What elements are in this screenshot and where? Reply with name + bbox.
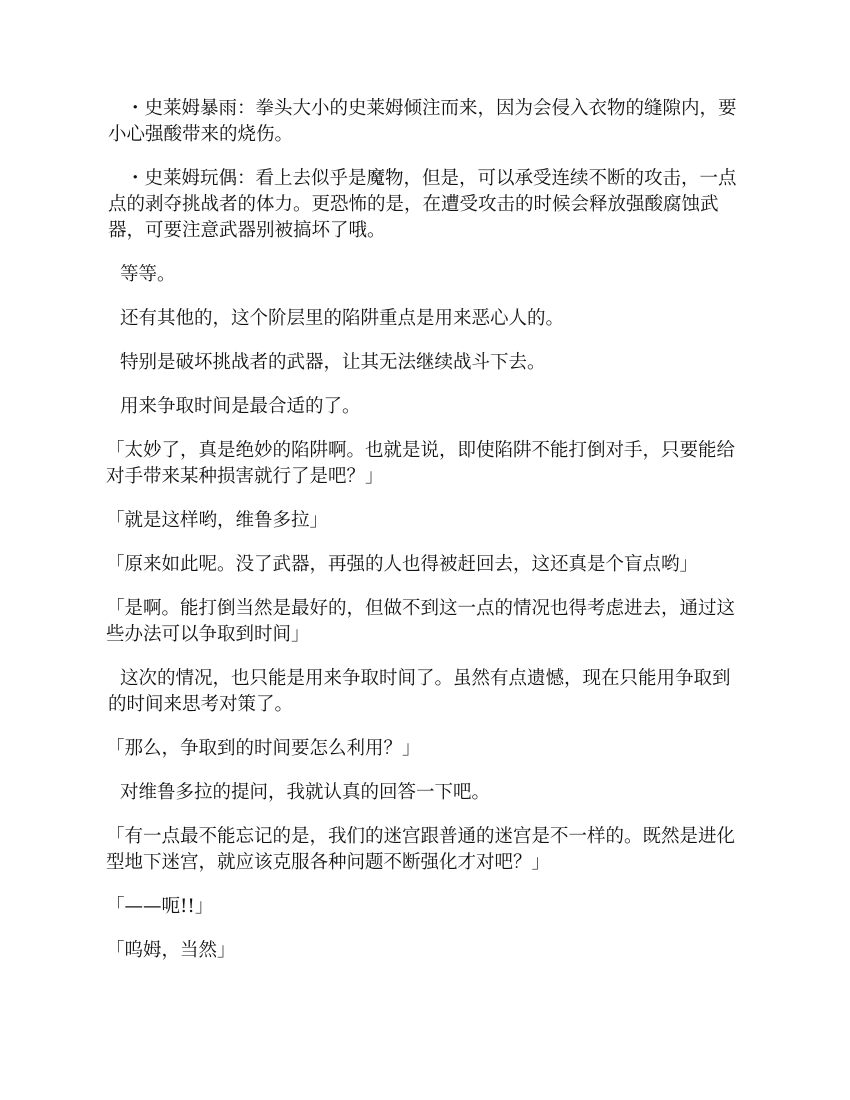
narration-paragraph: 对维鲁多拉的提问，我就认真的回答一下吧。 bbox=[120, 782, 491, 803]
dialogue-line: 「那么，争取到的时间要怎么利用？」 bbox=[106, 738, 421, 759]
dialogue-line: 「——呃!!」 bbox=[106, 896, 214, 917]
bullet-slime-rain: ・史莱姆暴雨：拳头大小的史莱姆倾注而来，因为会侵入衣物的缝隙内，要小心强酸带来的烧伤。 bbox=[108, 98, 737, 145]
dialogue-line: 「呜姆，当然」 bbox=[106, 940, 236, 961]
narration-paragraph: 用来争取时间是最合适的了。 bbox=[120, 396, 361, 417]
dialogue-line: 「原来如此呢。没了武器，再强的人也得被赶回去，这还真是个盲点哟」 bbox=[106, 554, 699, 575]
dialogue-line: 「就是这样哟，维鲁多拉」 bbox=[106, 510, 329, 531]
narration-paragraph: 特别是破坏挑战者的武器，让其无法继续战斗下去。 bbox=[120, 352, 546, 373]
narration-paragraph: 还有其他的，这个阶层里的陷阱重点是用来恶心人的。 bbox=[120, 308, 565, 329]
narration-paragraph: 这次的情况，也只能是用来争取时间了。虽然有点遗憾，现在只能用争取到的时间来思考对策了。 bbox=[108, 668, 731, 715]
narration-paragraph: 等等。 bbox=[120, 264, 176, 285]
bullet-slime-doll: ・史莱姆玩偶：看上去似乎是魔物，但是，可以承受连续不断的攻击，一点点的剥夺挑战者的体力。更恐怖的是，在遭受攻击的时候会释放强酸腐蚀武器，可要注意武器别被搞坏了哦。 bbox=[108, 168, 737, 241]
dialogue-line: 「有一点最不能忘记的是，我们的迷宫跟普通的迷宫是不一样的。既然是进化型地下迷宫，就应该克服各种问题不断强化才对吧？」 bbox=[106, 826, 736, 873]
dialogue-line: 「是啊。能打倒当然是最好的，但做不到这一点的情况也得考虑进去，通过这些办法可以争取到时间」 bbox=[106, 598, 736, 645]
document-page bbox=[108, 96, 748, 982]
dialogue-line: 「太妙了，真是绝妙的陷阱啊。也就是说，即使陷阱不能打倒对手，只要能给对手带来某种损害就行了是吧？」 bbox=[106, 440, 736, 487]
